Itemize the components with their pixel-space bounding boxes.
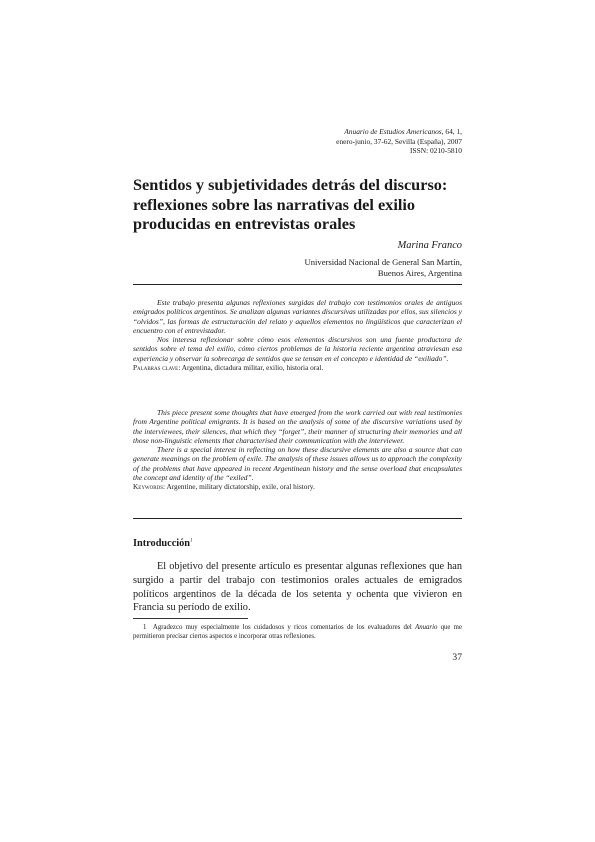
footnote-rule: [133, 618, 248, 619]
keywords-es-label: Palabras clave: [133, 363, 179, 373]
abstract-en-paragraph-2: There is a special interest in reflecting on how these discursive elements are also a source that can generate meanings on the problem of exile. The analysis of these issues allows us to approach the complexity of the problems that have appeared in recent Argentinean history and the sense overload that encapsulates the concept and identity of the “exiled”.: [133, 445, 462, 483]
journal-issn: ISSN: 0210-5810: [410, 146, 462, 156]
introduction-section: [133, 538, 462, 549]
introduction-heading-text: Introducción: [133, 538, 191, 549]
footnote-1: [133, 623, 462, 641]
author-name: Marina Franco: [397, 240, 462, 251]
journal-name: Anuario de Estudios Americanos: [344, 127, 442, 136]
introduction-paragraph: El objetivo del presente artículo es presentar algunas reflexiones que han surgido a partir del trabajo con testimonios orales actuales de emigrados políticos argentinos de la década de los setenta y ochenta que vivieron en Francia su período de exilio.: [133, 561, 462, 614]
footnote-text-after: que me permitieron precisar ciertos aspectos e incorporar otras reflexiones.: [133, 624, 462, 640]
keywords-es-list: : Argentina, dictadura militar, exilio, historia oral.: [178, 363, 324, 373]
article-title: Sentidos y subjetividades detrás del discurso: reflexiones sobre las narrativas del exilio producidas en entrevistas orales: [133, 175, 448, 233]
footnote-number: 1: [143, 624, 147, 631]
page-number: 37: [452, 652, 462, 663]
keywords-en-list: : Argentine, military dictatorship, exile, oral history.: [163, 482, 315, 492]
footnote-block: [133, 623, 462, 641]
footnote-text-before: Agradezco muy especialmente los cuidadosos y ricos comentarios de los evaluadores del: [152, 624, 416, 631]
bottom-rule: [133, 518, 462, 519]
abstract-english: [133, 408, 462, 492]
top-rule: [133, 284, 462, 285]
journal-issue: enero-junio, 37-62, Sevilla (España), 2007: [336, 136, 462, 146]
introduction-heading: [133, 538, 462, 549]
footnote-journal-name: Anuario: [415, 624, 438, 631]
abstract-en-paragraph-1: This piece present some thoughts that have emerged from the work carried out with real testimonies from Argentine political emigrants. It is based on the analysis of some of the discursive variations used by the interviewees, their silences, that which they “forget”, their manner of structuring their memories and all those non-linguistic elements that characterised their communication with the interviewer.: [133, 408, 462, 445]
keywords-en-label: Keywords: [133, 482, 163, 492]
footnote-marker: 1: [190, 538, 193, 544]
abstract-spanish: [133, 298, 462, 372]
affiliation-line-2: Buenos Aires, Argentina: [377, 268, 462, 278]
keywords-es: [133, 363, 462, 372]
abstract-es-paragraph-2: Nos interesa reflexionar sobre cómo esos elementos discursivos son una fuente productora de sentidos sobre el tema del exilio, cómo ciertos problemas de la historia reciente argentina atraviesan esa experiencia y observar la sobrecarga de sentidos que se tensan en el concepto e identidad de “exiliado”.: [133, 335, 462, 363]
introduction-body: [133, 560, 462, 615]
affiliation-line-1: Universidad Nacional de General San Martín,: [304, 257, 462, 267]
journal-volume: , 64, 1,: [441, 127, 462, 136]
journal-reference: [222, 127, 462, 156]
abstract-es-paragraph-1: Este trabajo presenta algunas reflexiones surgidas del trabajo con testimonios orales de antiguos emigrados políticos argentinos. Se analizan algunas variantes discursivas utilizadas por ellos, sus silencios y “olvidos”, las formas de estructuración del relato y aquellos elementos no lingüísticos que caracterizan el encuentro con el entrevistador.: [133, 298, 462, 335]
keywords-en: [133, 482, 462, 491]
author-affiliation: [202, 257, 462, 279]
